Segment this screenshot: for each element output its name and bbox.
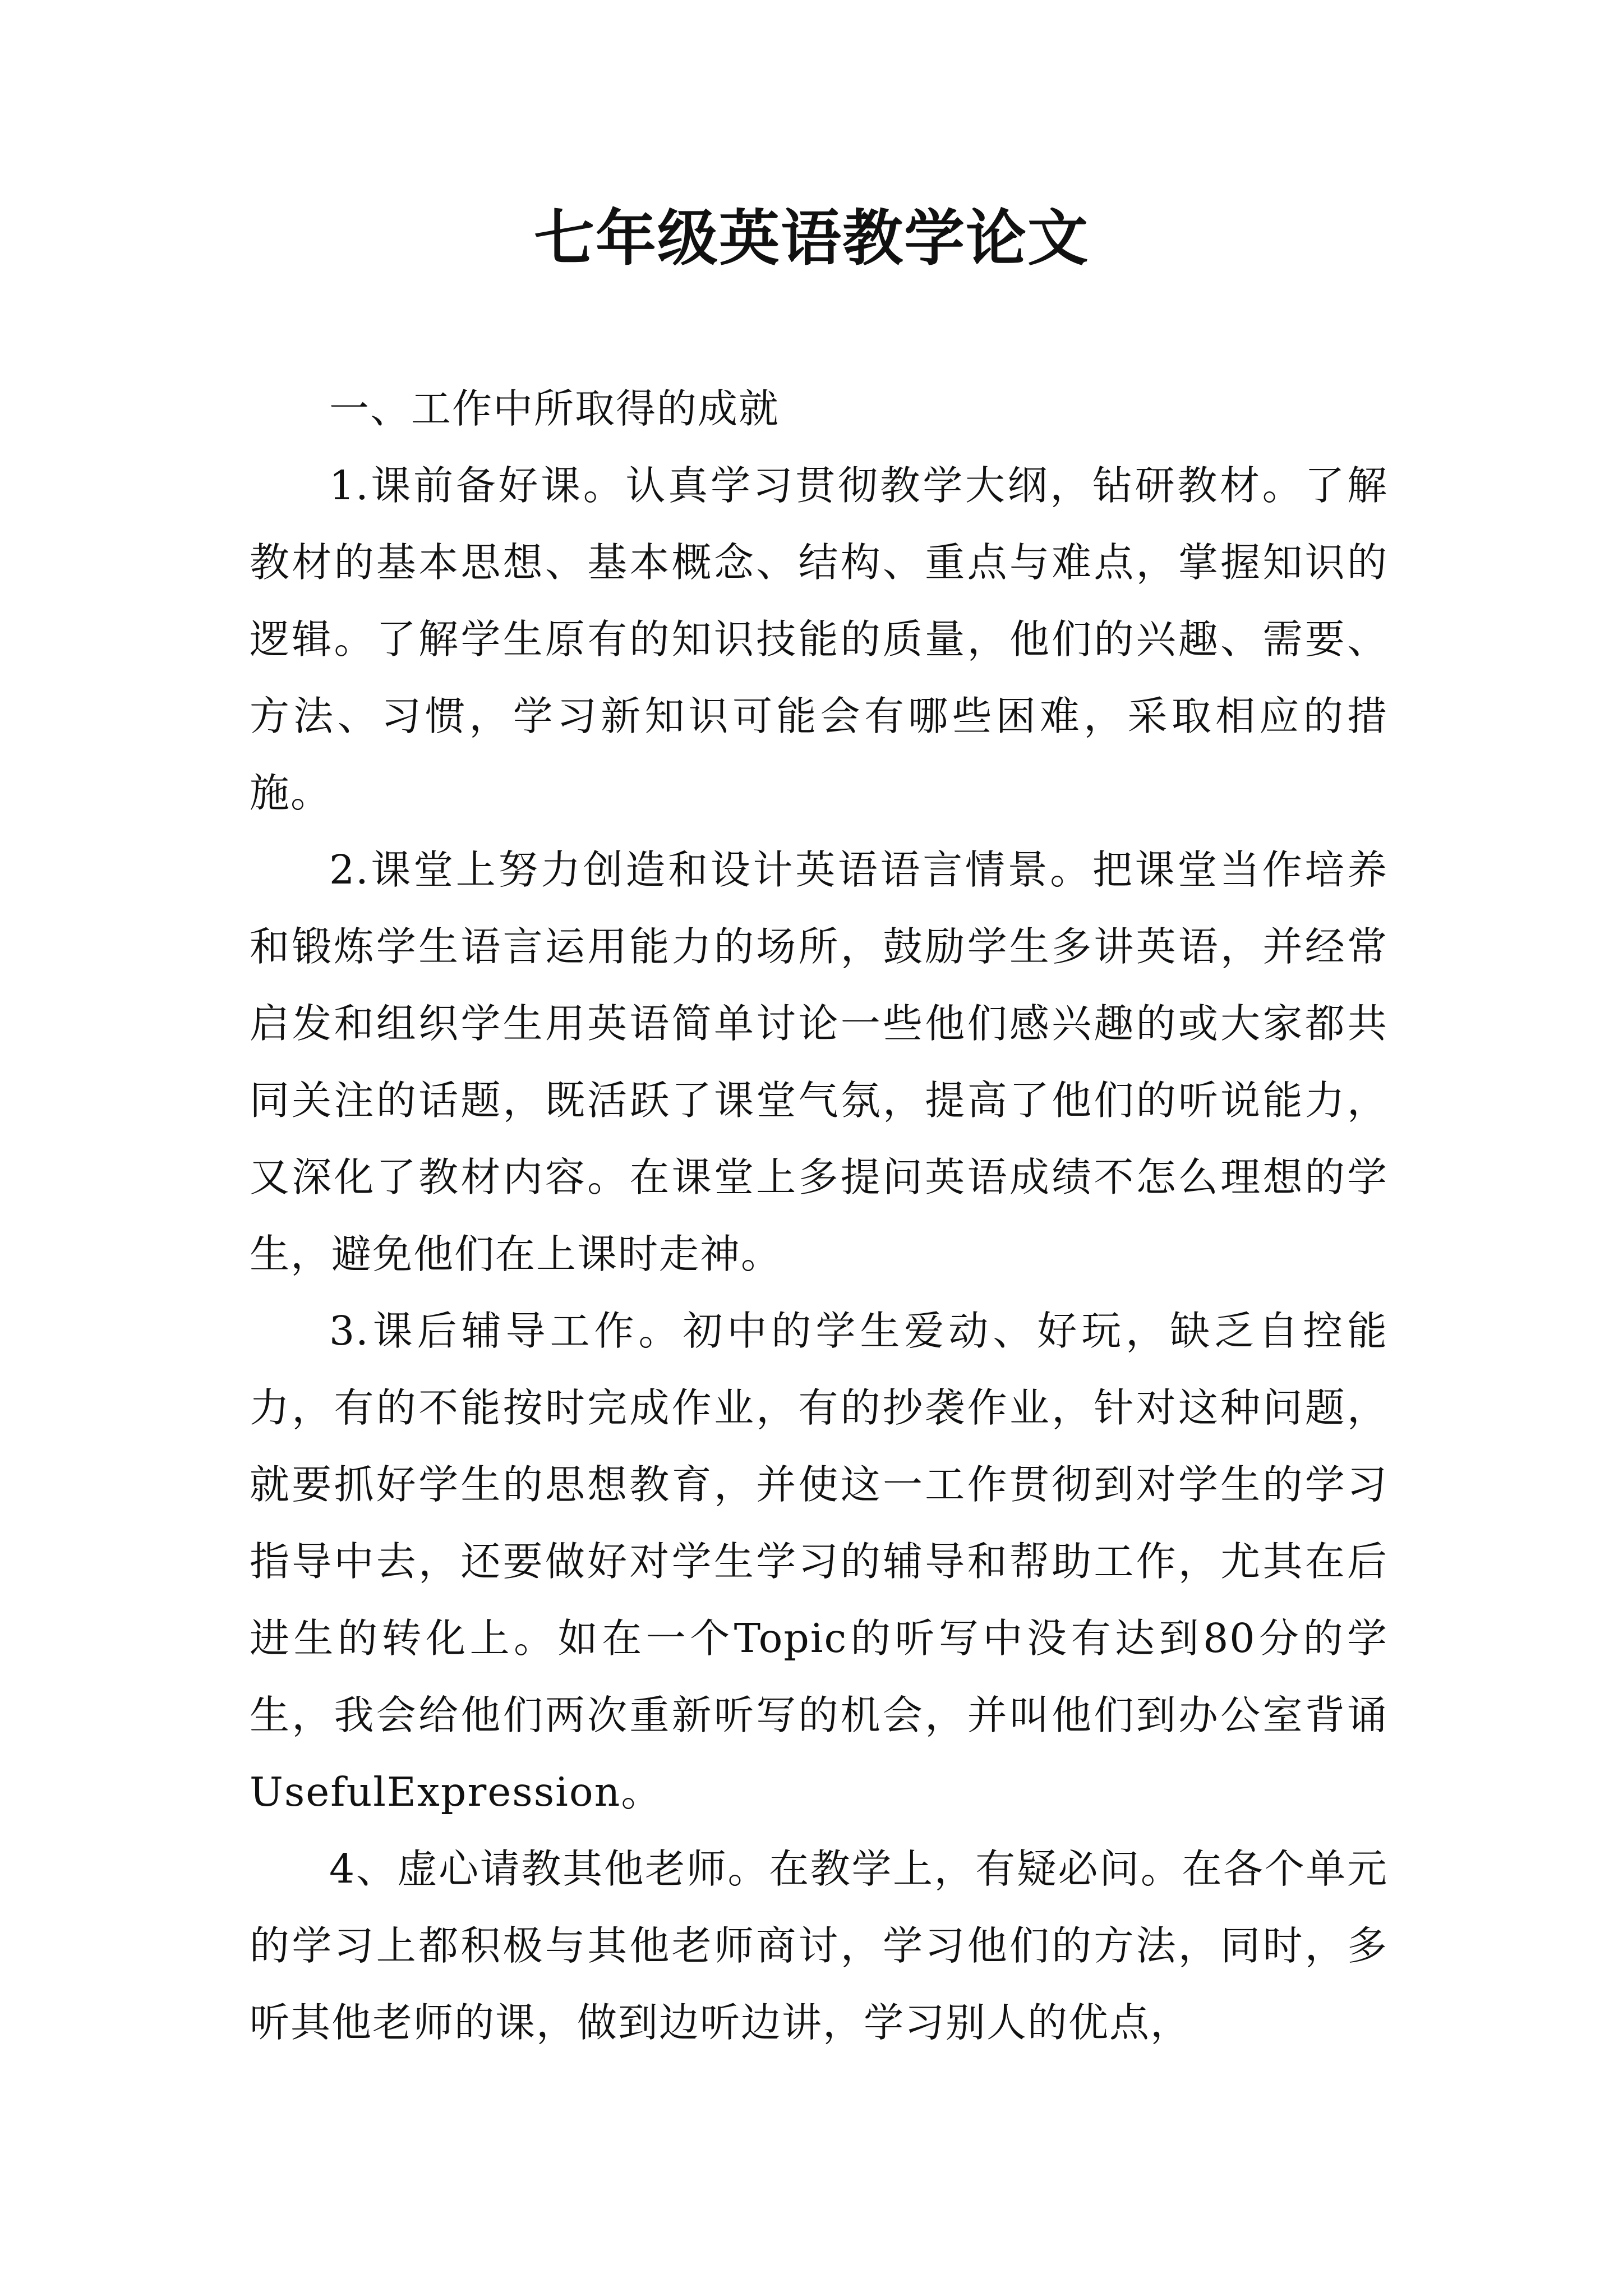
paragraph-section-heading: 一、工作中所取得的成就 bbox=[329, 385, 780, 432]
document-body bbox=[250, 370, 1388, 2061]
paragraph-2: 2.课堂上努力创造和设计英语语言情景。把课堂当作培养和锻炼学生语言运用能力的场所，鼓励学生多讲英语，并经常启发和组织学生用英语简单讨论一些他们感兴趣的或大家都共同关注的话题，既活跃了课堂气氛，提高了他们的听说能力，又深化了教材内容。在课堂上多提问英语成绩不怎么理想的学生，避免他们在上课时走神。 bbox=[250, 846, 1388, 1277]
document-title: 七年级英语教学论文 bbox=[533, 203, 1089, 274]
paragraph-4: 4、虚心请教其他老师。在教学上，有疑必问。在各个单元的学习上都积极与其他老师商讨，学习他们的方法，同时，多听其他老师的课，做到边听边讲，学习别人的优点， bbox=[250, 1846, 1388, 2046]
paragraph-1: 1.课前备好课。认真学习贯彻教学大纲，钻研教材。了解教材的基本思想、基本概念、结构、重点与难点，掌握知识的逻辑。了解学生原有的知识技能的质量，他们的兴趣、需要、方法、习惯，学习新知识可能会有哪些困难，采取相应的措施。 bbox=[250, 462, 1388, 816]
paragraph-3: 3.课后辅导工作。初中的学生爱动、好玩，缺乏自控能力，有的不能按时完成作业，有的抄袭作业，针对这种问题，就要抓好学生的思想教育，并使这一工作贯彻到对学生的学习指导中去，还要做好对学生学习的辅导和帮助工作，尤其在后进生的转化上。如在一个Topic的听写中没有达到80分的学生，我会给他们两次重新听写的机会，并叫他们到办公室背诵UsefulExpression。 bbox=[250, 1308, 1388, 1815]
